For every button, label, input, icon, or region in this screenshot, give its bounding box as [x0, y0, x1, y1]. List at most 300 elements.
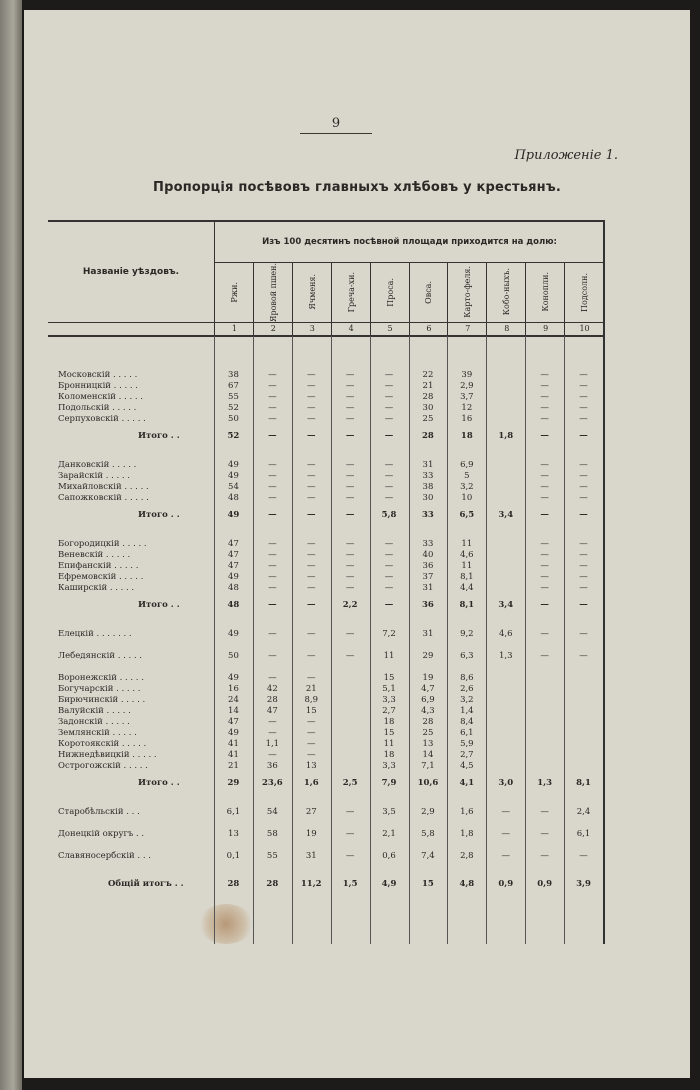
- table-cell: 14: [228, 706, 239, 716]
- district-name: Коломенскiй . . . . .: [58, 392, 143, 402]
- table-row: [48, 750, 603, 761]
- district-name: Итого . .: [138, 778, 180, 788]
- table-cell: —: [345, 460, 355, 470]
- table-cell: 10,6: [417, 778, 439, 788]
- table-cell: —: [384, 381, 394, 391]
- table-cell: —: [268, 414, 277, 424]
- total-row: [48, 879, 603, 890]
- table-cell: 4,4: [460, 583, 474, 593]
- column-header-6: [409, 262, 449, 322]
- table-cell: —: [579, 550, 588, 560]
- table-cell: —: [345, 561, 355, 571]
- table-cell: 8,9: [304, 695, 318, 705]
- table-cell: —: [268, 728, 277, 738]
- table-row: [48, 583, 603, 594]
- column-header-label: Подсолн.: [580, 272, 590, 312]
- table-cell: 1,3: [537, 778, 553, 788]
- spacer-row: [48, 840, 603, 851]
- column-header-3: [292, 262, 332, 322]
- table-cell: —: [268, 482, 277, 492]
- column-number: 7: [447, 323, 487, 335]
- district-name: Епифанскiй . . . . .: [58, 561, 139, 571]
- appendix-label: Приложенiе 1.: [514, 148, 618, 163]
- column-header-label: Ржи.: [229, 281, 239, 303]
- table-cell: 22: [422, 370, 434, 380]
- table-cell: —: [579, 431, 588, 441]
- district-name-header: Названiе уѣздовъ.: [82, 267, 180, 277]
- table-cell: 21: [422, 381, 434, 391]
- table-cell: 15: [422, 879, 434, 889]
- column-header-label: Проса.: [385, 277, 395, 307]
- district-name: Задонскiй . . . . .: [58, 717, 130, 727]
- table-cell: —: [579, 482, 588, 492]
- table-cell: 31: [422, 629, 434, 639]
- table-cell: —: [268, 550, 277, 560]
- column-header-5: [370, 262, 410, 322]
- table-cell: 6,9: [421, 695, 435, 705]
- district-name: Каширскiй . . . . .: [58, 583, 135, 593]
- table-cell: —: [384, 539, 394, 549]
- table-cell: —: [540, 651, 549, 661]
- table-cell: —: [345, 583, 355, 593]
- table-cell: 3,3: [382, 761, 396, 771]
- table-cell: —: [540, 572, 549, 582]
- table-cell: —: [306, 629, 316, 639]
- table-cell: 67: [228, 381, 239, 391]
- table-cell: 8,1: [459, 600, 475, 610]
- table-cell: —: [306, 561, 316, 571]
- table-cell: —: [579, 392, 588, 402]
- table-cell: 28: [422, 717, 434, 727]
- table-cell: 50: [228, 651, 239, 661]
- table-cell: —: [345, 482, 355, 492]
- district-name: Острогожскiй . . . . .: [58, 761, 148, 771]
- table-cell: —: [268, 392, 277, 402]
- table-cell: —: [579, 460, 588, 470]
- spacer-row: [48, 449, 603, 460]
- table-cell: 11: [461, 539, 473, 549]
- table-cell: 4,5: [460, 761, 474, 771]
- table-cell: —: [268, 651, 277, 661]
- table-cell: 18: [383, 717, 395, 727]
- table-cell: —: [540, 510, 549, 520]
- total-row: [48, 778, 603, 789]
- table-cell: —: [384, 370, 394, 380]
- table-cell: 1,6: [303, 778, 319, 788]
- table-cell: —: [579, 403, 588, 413]
- table-cell: 49: [228, 673, 239, 683]
- table-row: [48, 482, 603, 493]
- table-cell: —: [579, 414, 588, 424]
- table-row: [48, 471, 603, 482]
- district-name: Подольскiй . . . . .: [58, 403, 137, 413]
- table-cell: 28: [266, 879, 279, 889]
- table-cell: 39: [461, 370, 473, 380]
- district-name: Итого . .: [138, 431, 180, 441]
- table-cell: —: [540, 370, 549, 380]
- table-cell: 41: [228, 739, 239, 749]
- spacer-row: [48, 662, 603, 673]
- table-cell: —: [579, 561, 588, 571]
- table-cell: 49: [228, 460, 239, 470]
- table-cell: 3,0: [498, 778, 514, 788]
- column-header-label: Овса.: [424, 280, 434, 304]
- table-cell: 0,9: [537, 879, 553, 889]
- table-cell: 30: [422, 493, 434, 503]
- table-cell: 6,1: [576, 829, 591, 839]
- table-cell: —: [268, 583, 277, 593]
- table-cell: 2,7: [382, 706, 396, 716]
- table-cell: 13: [422, 739, 434, 749]
- table-cell: 3,3: [382, 695, 396, 705]
- table-cell: —: [345, 471, 355, 481]
- column-number-row: [48, 322, 603, 337]
- district-name: Коротоякскiй . . . . .: [58, 739, 147, 749]
- district-name: Общiй итогъ . .: [108, 879, 184, 889]
- table-cell: 1,4: [460, 706, 474, 716]
- table-cell: 47: [228, 550, 239, 560]
- table-cell: 16: [228, 684, 239, 694]
- table-cell: 1,6: [460, 807, 474, 817]
- table-cell: 7,2: [382, 629, 396, 639]
- table-cell: 40: [422, 550, 434, 560]
- table-cell: —: [306, 539, 316, 549]
- table-cell: —: [306, 431, 316, 441]
- table-cell: 25: [422, 414, 434, 424]
- table-cell: —: [384, 392, 394, 402]
- table-cell: —: [345, 851, 355, 861]
- table-row: [48, 673, 603, 684]
- table-cell: 48: [228, 493, 239, 503]
- table-cell: —: [579, 583, 588, 593]
- table-row: [48, 851, 603, 862]
- table-cell: —: [540, 600, 549, 610]
- table-cell: —: [540, 829, 549, 839]
- table-cell: 21: [228, 761, 239, 771]
- table-cell: 8,6: [460, 673, 474, 683]
- table-cell: 6,3: [460, 651, 474, 661]
- table-cell: —: [540, 807, 549, 817]
- district-name: Землянскiй . . . . .: [58, 728, 137, 738]
- table-cell: 4,3: [421, 706, 435, 716]
- column-header-1: [214, 262, 254, 322]
- table-cell: 4,6: [460, 550, 474, 560]
- district-name: Ефремовскiй . . . . .: [58, 572, 144, 582]
- table-cell: —: [306, 550, 316, 560]
- table-cell: —: [384, 414, 394, 424]
- column-header-10: [564, 262, 604, 322]
- table-cell: 24: [228, 695, 239, 705]
- table-cell: 6,9: [460, 460, 474, 470]
- table-cell: 2,9: [421, 807, 435, 817]
- spacer-row: [48, 862, 603, 873]
- table-cell: —: [345, 403, 355, 413]
- table-cell: —: [579, 510, 588, 520]
- table-cell: 27: [305, 807, 317, 817]
- table-cell: 6,1: [460, 728, 474, 738]
- table-row: [48, 651, 603, 662]
- table-cell: —: [345, 392, 355, 402]
- table-cell: 13: [305, 761, 317, 771]
- table-cell: —: [306, 370, 316, 380]
- table-cell: —: [306, 414, 316, 424]
- table-cell: 36: [422, 561, 434, 571]
- table-cell: —: [579, 851, 588, 861]
- table-cell: 29: [422, 651, 434, 661]
- table-cell: —: [306, 392, 316, 402]
- table-cell: 47: [228, 717, 239, 727]
- table-cell: —: [540, 550, 549, 560]
- table-cell: 38: [228, 370, 239, 380]
- table-cell: —: [345, 629, 355, 639]
- table-cell: 1,3: [498, 651, 513, 661]
- table-cell: —: [345, 431, 355, 441]
- table-cell: —: [345, 807, 355, 817]
- table-cell: 49: [227, 510, 240, 520]
- table-cell: 0,1: [226, 851, 241, 861]
- table-row: [48, 829, 603, 840]
- table-cell: 4,1: [459, 778, 475, 788]
- table-cell: 49: [228, 629, 239, 639]
- table-cell: —: [268, 673, 277, 683]
- table-cell: 47: [228, 561, 239, 571]
- table-cell: —: [306, 572, 316, 582]
- table-cell: —: [579, 471, 588, 481]
- table-cell: —: [306, 493, 316, 503]
- table-cell: —: [384, 561, 394, 571]
- table-cell: —: [345, 414, 355, 424]
- district-name: Данковскiй . . . . .: [58, 460, 137, 470]
- column-number: 2: [253, 323, 293, 335]
- table-cell: 4,9: [381, 879, 397, 889]
- table-cell: 2,6: [460, 684, 474, 694]
- table-title: Пропорцiя посѣвовъ главныхъ хлѣбовъ у крестьянъ.: [153, 180, 561, 195]
- table-cell: 7,1: [421, 761, 435, 771]
- table-cell: 3,7: [460, 392, 474, 402]
- table-cell: —: [540, 392, 549, 402]
- table-cell: —: [540, 460, 549, 470]
- table-cell: 3,2: [460, 695, 474, 705]
- table-cell: 3,9: [576, 879, 591, 889]
- table-cell: —: [306, 651, 316, 661]
- column-header-label: Кобо-ныхъ.: [502, 268, 512, 316]
- table-cell: 31: [422, 583, 434, 593]
- table-cell: —: [384, 572, 394, 582]
- table-cell: 5,1: [382, 684, 396, 694]
- district-name: Елецкiй . . . . . . .: [58, 629, 132, 639]
- table-cell: —: [345, 381, 355, 391]
- table-cell: —: [384, 482, 394, 492]
- table-cell: —: [540, 851, 549, 861]
- table-cell: —: [579, 370, 588, 380]
- table-cell: 33: [422, 510, 434, 520]
- table-cell: 14: [422, 750, 434, 760]
- total-row: [48, 431, 603, 442]
- table-cell: 52: [228, 403, 239, 413]
- column-header-2: [253, 262, 293, 322]
- table-cell: 12: [461, 403, 473, 413]
- table-row: [48, 706, 603, 717]
- table-cell: 58: [266, 829, 278, 839]
- table-cell: —: [268, 370, 277, 380]
- table-cell: —: [306, 750, 316, 760]
- table-row: [48, 370, 603, 381]
- table-cell: —: [540, 482, 549, 492]
- district-name: Нижнедѣвицкiй . . . . .: [58, 750, 157, 760]
- table-cell: 5,8: [421, 829, 435, 839]
- table-cell: 47: [266, 706, 278, 716]
- district-name: Зарайскiй . . . . .: [58, 471, 131, 481]
- table-cell: —: [384, 583, 394, 593]
- district-name: Сапожковскiй . . . . .: [58, 493, 149, 503]
- table-cell: 18: [460, 431, 473, 441]
- table-cell: —: [268, 717, 277, 727]
- table-cell: —: [345, 510, 355, 520]
- table-cell: 2,5: [342, 778, 358, 788]
- table-cell: 2,2: [342, 600, 358, 610]
- table-cell: 18: [383, 750, 395, 760]
- table-cell: 48: [228, 583, 239, 593]
- column-number: 9: [525, 323, 565, 335]
- table-cell: 3,5: [382, 807, 396, 817]
- table-cell: —: [306, 460, 316, 470]
- column-header-8: [486, 262, 526, 322]
- table-row: [48, 561, 603, 572]
- table-cell: 38: [422, 482, 434, 492]
- table-row: [48, 550, 603, 561]
- table-cell: —: [579, 600, 588, 610]
- column-number: 1: [214, 323, 254, 335]
- table-cell: —: [268, 600, 277, 610]
- table-cell: 0,6: [382, 851, 396, 861]
- table-cell: —: [345, 651, 355, 661]
- table-cell: 8,1: [460, 572, 474, 582]
- table-cell: —: [268, 750, 277, 760]
- table-cell: —: [384, 471, 394, 481]
- table-cell: 1,5: [342, 879, 358, 889]
- table-cell: 49: [228, 572, 239, 582]
- table-row: [48, 807, 603, 818]
- crop-proportion-table: [48, 220, 605, 944]
- table-cell: —: [268, 510, 277, 520]
- table-cell: 15: [383, 728, 395, 738]
- table-cell: 1,8: [460, 829, 474, 839]
- table-cell: —: [268, 561, 277, 571]
- table-cell: 28: [227, 879, 240, 889]
- table-cell: 8,1: [576, 778, 591, 788]
- district-name: Славяносербскiй . . .: [58, 851, 151, 861]
- table-cell: 21: [305, 684, 317, 694]
- table-cell: 50: [228, 414, 239, 424]
- district-name: Лебедянскiй . . . . .: [58, 651, 143, 661]
- column-header-4: [331, 262, 371, 322]
- table-cell: 42: [266, 684, 278, 694]
- table-cell: —: [306, 381, 316, 391]
- column-number: 3: [292, 323, 332, 335]
- column-number: 4: [331, 323, 371, 335]
- spacer-row: [48, 618, 603, 629]
- table-cell: 10: [461, 493, 473, 503]
- table-cell: —: [306, 583, 316, 593]
- column-header-9: [525, 262, 565, 322]
- table-cell: 36: [422, 600, 434, 610]
- district-name: Итого . .: [138, 600, 180, 610]
- table-cell: —: [501, 829, 510, 839]
- district-name: Бирючинскiй . . . . .: [58, 695, 146, 705]
- column-number: 10: [564, 323, 604, 335]
- table-cell: 2,9: [460, 381, 474, 391]
- table-cell: —: [540, 629, 549, 639]
- table-cell: 11: [383, 739, 395, 749]
- table-cell: 0,9: [498, 879, 514, 889]
- table-cell: 4,8: [459, 879, 475, 889]
- district-name: Итого . .: [138, 510, 180, 520]
- table-cell: —: [345, 370, 355, 380]
- table-cell: —: [306, 510, 316, 520]
- table-cell: —: [306, 673, 316, 683]
- table-cell: 6,1: [226, 807, 241, 817]
- table-cell: —: [579, 629, 588, 639]
- table-row: [48, 739, 603, 750]
- column-number: 6: [409, 323, 449, 335]
- column-header-label: Ячменя.: [307, 274, 317, 310]
- table-row: [48, 629, 603, 640]
- table-cell: —: [345, 550, 355, 560]
- table-cell: —: [501, 851, 510, 861]
- table-cell: —: [268, 471, 277, 481]
- table-cell: 29: [227, 778, 240, 788]
- table-cell: —: [306, 403, 316, 413]
- table-cell: 2,1: [382, 829, 396, 839]
- table-cell: 5: [464, 471, 470, 481]
- table-cell: —: [540, 539, 549, 549]
- table-cell: —: [384, 550, 394, 560]
- table-row: [48, 539, 603, 550]
- table-row: [48, 728, 603, 739]
- table-cell: 3,4: [498, 510, 514, 520]
- table-cell: 15: [383, 673, 395, 683]
- table-row: [48, 695, 603, 706]
- table-cell: 4,7: [421, 684, 435, 694]
- table-cell: —: [306, 728, 316, 738]
- table-cell: 15: [305, 706, 317, 716]
- table-cell: 8,4: [460, 717, 474, 727]
- table-cell: 2,8: [460, 851, 474, 861]
- table-row: [48, 717, 603, 728]
- table-cell: —: [306, 600, 316, 610]
- table-cell: 54: [266, 807, 278, 817]
- table-row: [48, 381, 603, 392]
- table-cell: —: [345, 493, 355, 503]
- table-cell: —: [306, 482, 316, 492]
- table-cell: 55: [266, 851, 278, 861]
- total-row: [48, 600, 603, 611]
- table-cell: 19: [422, 673, 434, 683]
- area-share-header: Изъ 100 десятинъ посѣвной площади приходится на долю:: [214, 222, 604, 263]
- spacer-row: [48, 796, 603, 807]
- column-header-7: [447, 262, 487, 322]
- table-cell: —: [268, 493, 277, 503]
- table-cell: —: [384, 403, 394, 413]
- table-cell: —: [579, 651, 588, 661]
- table-cell: 7,4: [421, 851, 435, 861]
- district-name: Бронницкiй . . . . .: [58, 381, 138, 391]
- district-name: Московскiй . . . . .: [58, 370, 138, 380]
- spacer-row: [48, 528, 603, 539]
- table-cell: —: [345, 572, 355, 582]
- table-cell: 19: [305, 829, 317, 839]
- table-cell: —: [540, 414, 549, 424]
